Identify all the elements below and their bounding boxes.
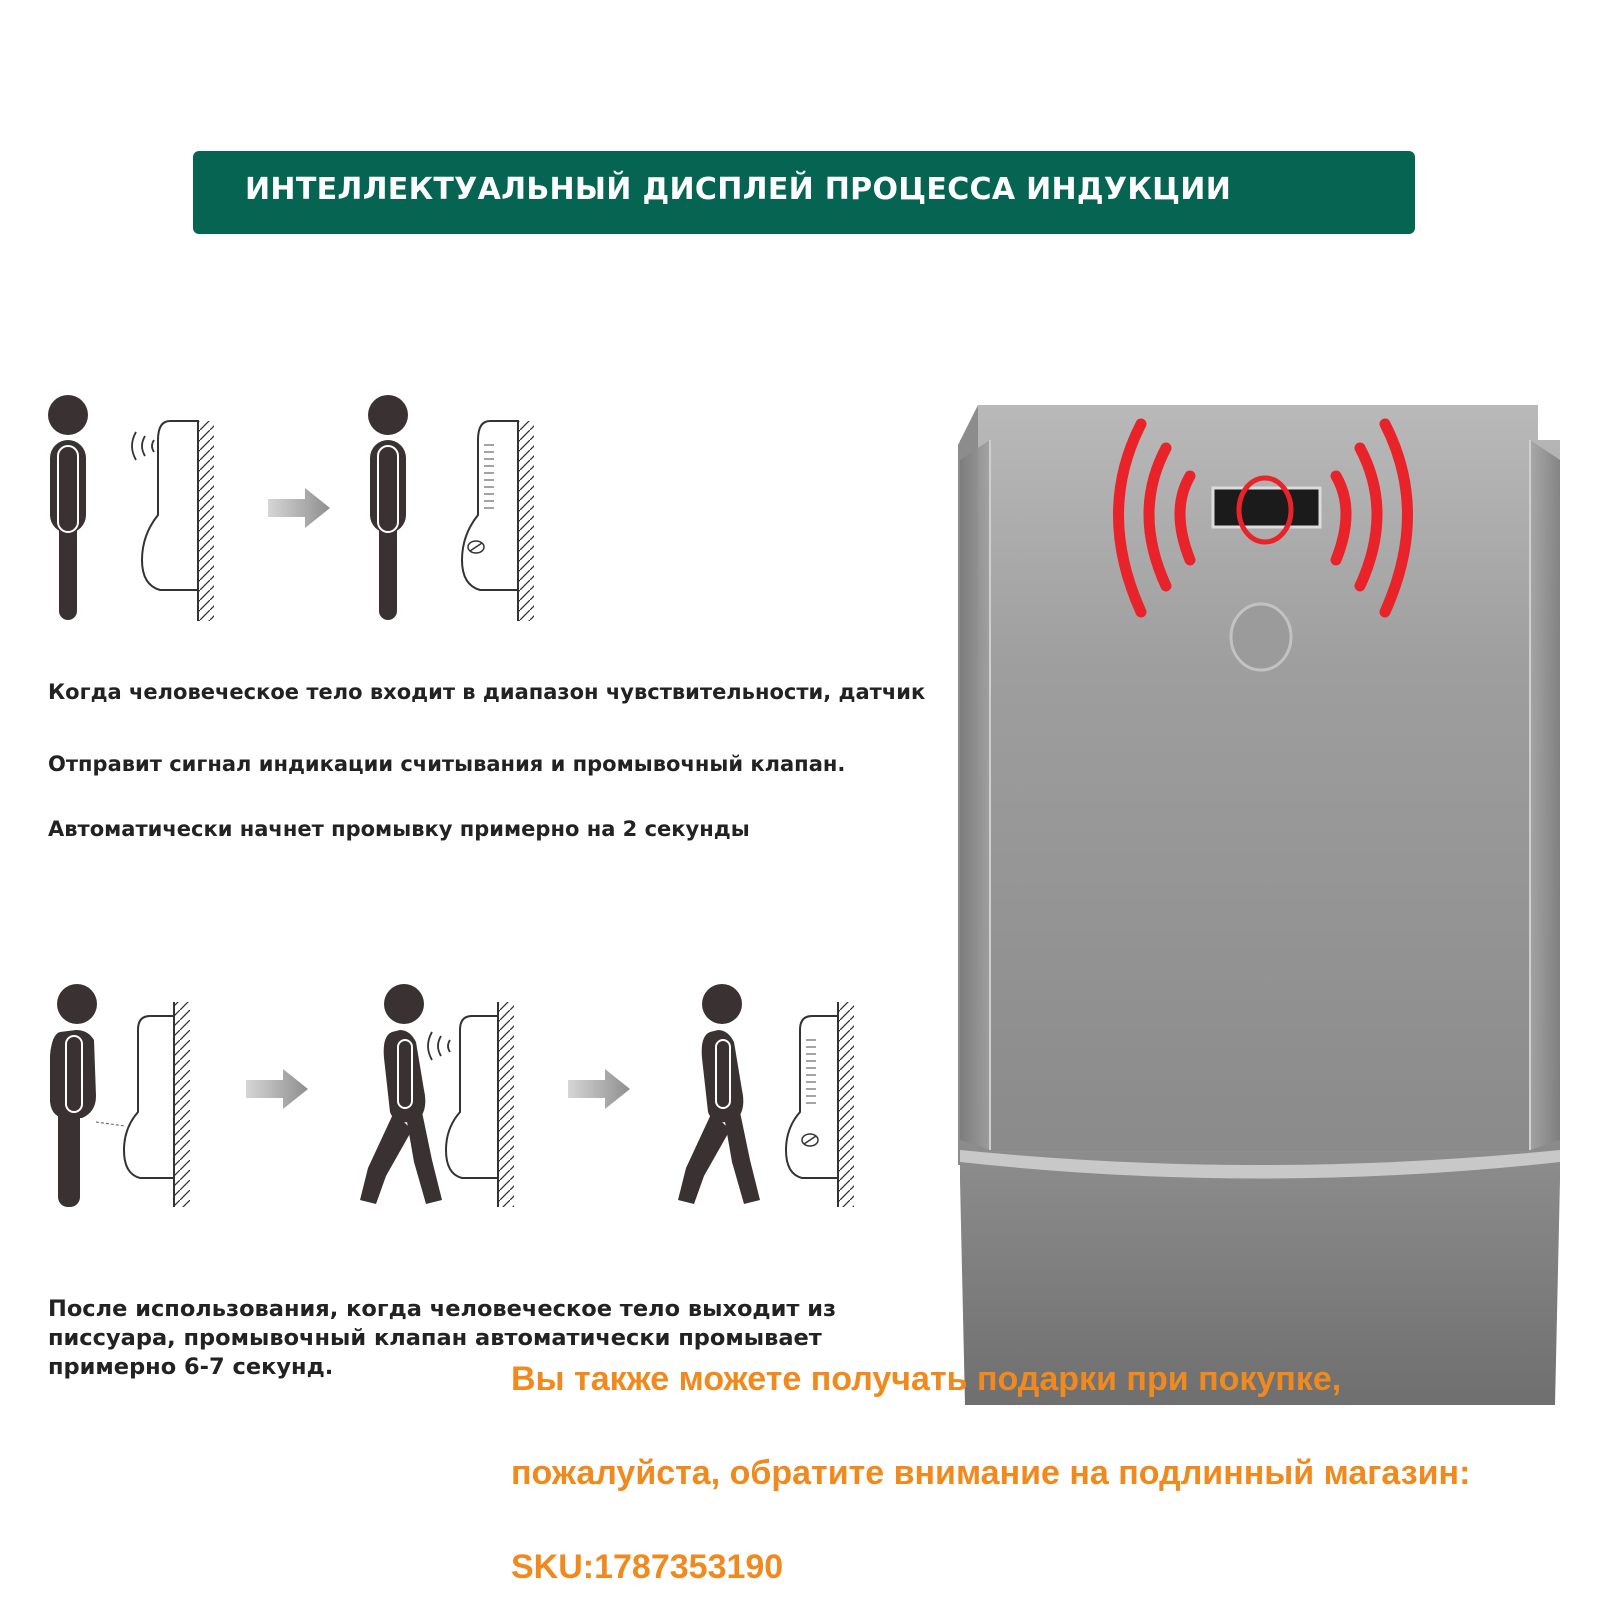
step1-line-3: Автоматически начнет промывку примерно на 2 секунды — [48, 817, 750, 841]
person-silhouette-icon — [48, 395, 88, 620]
step2-line-3: примерно 6-7 секунд. — [48, 1354, 334, 1380]
arrow-right-icon — [246, 1069, 308, 1109]
urinal-icon — [446, 1002, 514, 1207]
person-silhouette-icon — [50, 984, 97, 1207]
arrow-right-icon — [568, 1069, 630, 1109]
sensor-waves-icon — [132, 432, 154, 460]
urinal-icon — [786, 1002, 854, 1207]
promo-line-1: Вы также можете получать подарки при покупке, — [511, 1360, 1342, 1398]
urinal-icon — [462, 421, 534, 621]
step2-line-1: После использования, когда человеческое тело выходит из — [48, 1296, 837, 1322]
step1-line-2: Отправит сигнал индикации считывания и промывочный клапан. — [48, 752, 846, 776]
step2-line-2: писсуара, промывочный клапан автоматически промывает — [48, 1325, 822, 1351]
person-silhouette-icon — [360, 984, 442, 1204]
person-silhouette-icon — [368, 395, 408, 620]
page-title: ИНТЕЛЛЕКТУАЛЬНЫЙ ДИСПЛЕЙ ПРОЦЕССА ИНДУКЦИИ — [245, 172, 1232, 207]
person-silhouette-icon — [678, 984, 760, 1204]
steel-urinal-image — [958, 405, 1560, 1405]
promo-line-2: пожалуйста, обратите внимание на подлинный магазин: — [511, 1454, 1471, 1492]
promo-sku: SKU:1787353190 — [511, 1548, 784, 1586]
sensor-waves-icon — [428, 1032, 450, 1060]
arrow-right-icon — [268, 488, 330, 528]
step1-line-1: Когда человеческое тело входит в диапазон чувствительности, датчик — [48, 680, 926, 704]
urinal-icon — [124, 1002, 190, 1207]
